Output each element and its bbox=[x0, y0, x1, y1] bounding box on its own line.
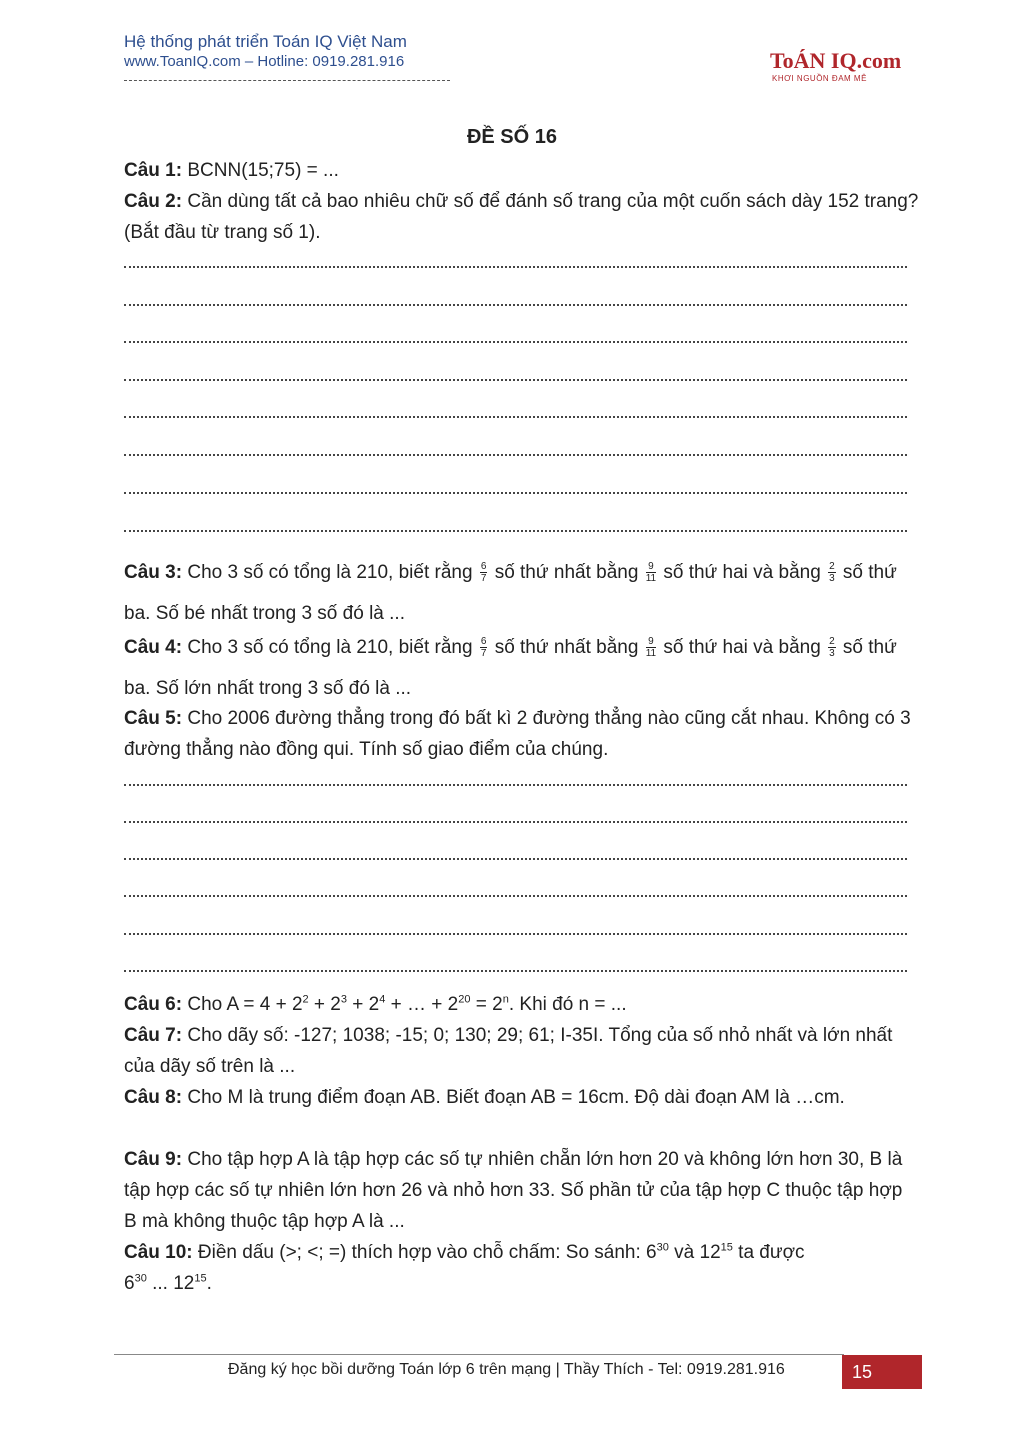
question-2 bbox=[124, 186, 919, 248]
question-text: + 2 bbox=[347, 994, 380, 1015]
question-text: và 12 bbox=[668, 1242, 721, 1263]
header-divider bbox=[124, 80, 450, 81]
question-text: Cho A = 4 + 2 bbox=[187, 994, 303, 1015]
question-8 bbox=[124, 1082, 919, 1113]
question-10 bbox=[124, 1237, 919, 1299]
fraction bbox=[828, 636, 836, 659]
exponent: 4 bbox=[379, 993, 386, 1006]
question-label: Câu 9: bbox=[124, 1149, 183, 1170]
answer-line bbox=[124, 858, 907, 860]
fraction-denominator: 3 bbox=[829, 648, 835, 660]
question-label: Câu 7: bbox=[124, 1025, 183, 1046]
question-text: . Khi đó n = ... bbox=[508, 994, 627, 1015]
exponent: 15 bbox=[194, 1272, 207, 1285]
question-label: Câu 10: bbox=[124, 1242, 193, 1263]
footer-text: Đăng ký học bồi dưỡng Toán lớp 6 trên mạng | Thầy Thích - Tel: 0919.281.916 bbox=[228, 1361, 785, 1378]
question-label: Câu 3: bbox=[124, 562, 183, 583]
answer-line bbox=[124, 530, 907, 532]
answer-line bbox=[124, 304, 907, 306]
exponent: 15 bbox=[720, 1241, 733, 1254]
question-text: số thứ ba. Số bé nhất trong 3 số đó là ... bbox=[124, 562, 897, 624]
header-org-name: Hệ thống phát triển Toán IQ Việt Nam bbox=[124, 32, 407, 51]
answer-line bbox=[124, 379, 907, 381]
question-6 bbox=[124, 989, 919, 1020]
fraction bbox=[480, 636, 488, 659]
fraction bbox=[828, 561, 836, 584]
fraction-numerator: 9 bbox=[646, 561, 656, 573]
question-text: BCNN(15;75) = ... bbox=[187, 160, 339, 181]
answer-line bbox=[124, 933, 907, 935]
answer-line bbox=[124, 970, 907, 972]
question-text: + … + 2 bbox=[385, 994, 459, 1015]
question-text: Cho dãy số: -127; 1038; -15; 0; 130; 29; 61; I-35I. Tổng của số nhỏ nhất và lớn nhất của dãy số trên là ... bbox=[124, 1025, 893, 1077]
exponent: 20 bbox=[458, 993, 471, 1006]
fraction-numerator: 6 bbox=[480, 561, 487, 573]
question-label: Câu 5: bbox=[124, 708, 183, 729]
answer-line bbox=[124, 416, 907, 418]
question-text: Cần dùng tất cả bao nhiêu chữ số để đánh số trang của một cuốn sách dày 152 trang? (Bắt đầu từ trang số 1). bbox=[124, 191, 919, 243]
question-text: + 2 bbox=[308, 994, 341, 1015]
fraction-numerator: 6 bbox=[480, 636, 487, 648]
question-text: . bbox=[206, 1273, 212, 1294]
fraction-denominator: 7 bbox=[480, 573, 487, 585]
question-text: Cho 3 số có tổng là 210, biết rằng bbox=[187, 562, 473, 583]
fraction-numerator: 2 bbox=[829, 561, 835, 573]
question-text: Cho 2006 đường thẳng trong đó bất kì 2 đường thẳng nào cũng cắt nhau. Không có 3 đường thẳng nào đồng qui. Tính số giao điểm của chúng. bbox=[124, 708, 911, 760]
logo bbox=[740, 40, 900, 90]
question-text: ta được bbox=[732, 1242, 805, 1263]
exponent: 30 bbox=[134, 1272, 147, 1285]
answer-line bbox=[124, 821, 907, 823]
question-text: ... 12 bbox=[146, 1273, 195, 1294]
footer-divider bbox=[114, 1354, 844, 1355]
question-text: Cho tập hợp A là tập hợp các số tự nhiên chẵn lớn hơn 20 và không lớn hơn 30, B là tập hợp các số tự nhiên lớn hơn 26 và nhỏ hơn 33. Số phần tử của tập hợp C thuộc tập hợp B mà không thuộc tập hợp A là ... bbox=[124, 1149, 903, 1232]
question-label: Câu 8: bbox=[124, 1087, 183, 1108]
answer-line bbox=[124, 492, 907, 494]
exponent: 3 bbox=[340, 993, 347, 1006]
fraction-denominator: 3 bbox=[829, 573, 835, 585]
answer-line bbox=[124, 784, 907, 786]
question-text: số thứ nhất bằng bbox=[494, 562, 639, 583]
question-text: 6 bbox=[124, 1273, 135, 1294]
fraction bbox=[480, 561, 488, 584]
exponent: 2 bbox=[302, 993, 309, 1006]
page-title: ĐỀ SỐ 16 bbox=[466, 126, 558, 148]
question-1 bbox=[124, 155, 919, 186]
header-contact: www.ToanIQ.com – Hotline: 0919.281.916 bbox=[124, 53, 405, 70]
question-4 bbox=[124, 627, 919, 709]
fraction-denominator: 11 bbox=[645, 573, 657, 585]
question-text: số thứ hai và bằng bbox=[663, 637, 821, 658]
question-3 bbox=[124, 552, 919, 634]
question-label: Câu 1: bbox=[124, 160, 183, 181]
page-number: 15 bbox=[842, 1355, 922, 1389]
question-label: Câu 6: bbox=[124, 994, 183, 1015]
question-5 bbox=[124, 703, 919, 765]
logo-text: ToÁN IQ.com bbox=[770, 48, 902, 73]
question-text: số thứ nhất bằng bbox=[494, 637, 639, 658]
fraction-numerator: 9 bbox=[646, 636, 656, 648]
question-text: = 2 bbox=[470, 994, 503, 1015]
fraction-denominator: 11 bbox=[645, 648, 657, 660]
exponent: 30 bbox=[656, 1241, 669, 1254]
question-text: Cho M là trung điểm đoạn AB. Biết đoạn AB = 16cm. Độ dài đoạn AM là …cm. bbox=[187, 1087, 845, 1108]
question-9 bbox=[124, 1144, 919, 1237]
question-7 bbox=[124, 1020, 919, 1082]
question-text: Cho 3 số có tổng là 210, biết rằng bbox=[187, 637, 473, 658]
answer-line bbox=[124, 266, 907, 268]
question-text: số thứ ba. Số lớn nhất trong 3 số đó là ... bbox=[124, 637, 897, 699]
answer-line bbox=[124, 454, 907, 456]
answer-line bbox=[124, 895, 907, 897]
question-label: Câu 4: bbox=[124, 637, 183, 658]
fraction-numerator: 2 bbox=[829, 636, 835, 648]
fraction bbox=[646, 561, 656, 584]
question-text: Điền dấu (>; <; =) thích hợp vào chỗ chấm: So sánh: 6 bbox=[197, 1242, 657, 1263]
question-label: Câu 2: bbox=[124, 191, 183, 212]
fraction-denominator: 7 bbox=[480, 648, 487, 660]
answer-line bbox=[124, 341, 907, 343]
fraction bbox=[646, 636, 656, 659]
exponent: n bbox=[502, 993, 509, 1006]
logo-tagline: KHƠI NGUỒN ĐAM MÊ bbox=[772, 74, 867, 83]
question-text: số thứ hai và bằng bbox=[663, 562, 821, 583]
